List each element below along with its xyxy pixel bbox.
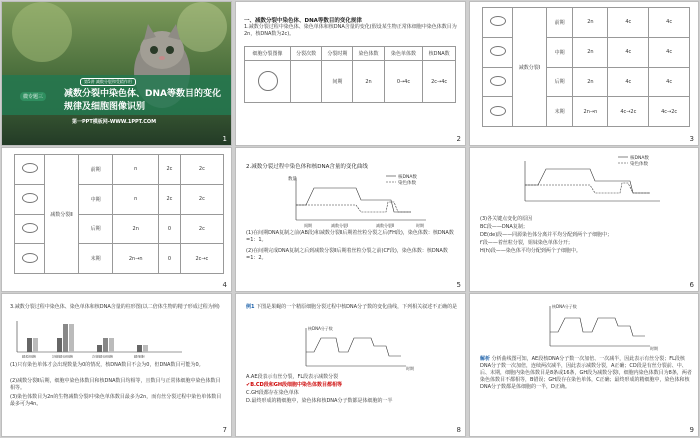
paragraph-1: (1)在间期DNA复制之前(AB段)和减数分裂Ⅱ后期着丝粒分裂之后(FH段)，染色体数：核DNA数=1：1。: [246, 230, 454, 243]
slide-thumbnail-7[interactable]: [1, 293, 232, 437]
table-cell: 2c: [159, 155, 181, 185]
jiexi-label: 解析: [480, 356, 491, 362]
bar-chart: [2, 318, 232, 358]
meiosis-two-table: [14, 154, 224, 274]
slide-title: 减数分裂中染色体、DNA等数目的变化: [64, 89, 221, 99]
cell-division-image: [490, 16, 506, 26]
legend-chromosome: 染色体数: [398, 181, 416, 186]
table-cell: 2n: [353, 61, 384, 103]
option-b[interactable]: [246, 382, 458, 389]
cell-division-image: [22, 223, 38, 233]
x-label-meiosis-2: 减数分裂Ⅱ: [376, 223, 394, 228]
dna-curve: [470, 302, 699, 352]
table-cell: 2n: [573, 8, 608, 38]
table-cell: 0: [159, 244, 181, 274]
table-cell: 2n: [113, 214, 159, 244]
table-cell: 2c: [180, 155, 223, 185]
table-cell: 2c: [180, 214, 223, 244]
table-cell: 2c: [180, 184, 223, 214]
table-cell: 4c→2c: [649, 97, 690, 127]
slide-thumbnail-8[interactable]: [235, 293, 466, 437]
meiosis-one-table: [482, 7, 690, 127]
cell-division-image: [22, 193, 38, 203]
slide-number: 1: [222, 135, 227, 143]
section-heading: 2.减数分裂过程中染色体和核DNA含量的变化曲线: [246, 164, 368, 170]
cell-image: [483, 97, 513, 127]
legend-dna: 核DNA数: [398, 175, 417, 180]
paragraph-2: (2)在间期完成DNA复制之后到减数分裂Ⅱ后期着丝粒分裂之前(CF段)，染色体数：核DNA数=1：2。: [246, 248, 448, 261]
explanation-body: 分析曲线图可知，AE段核DNA分子数一次加倍、一次减半，因此表示有丝分裂；FL段核DNA分子数一次加倍，连续两次减半，因此表示减数分裂，A正确；CD段是有丝分裂前、中、后、末期，细胞内染色体数目是8条或16条，GH段为减数分裂Ⅰ，细胞内染色体数目为8条，两者染色体数目不都相等，B错误；GH段存在染色单体，C正确；最终形成的精细胞中，染色体和核DNA分子数都是体细胞的一半，D正确。: [480, 356, 692, 390]
paragraph-3: (3)染色体数目为2n的生物减数分裂Ⅰ中染色单体数目最多为2n，而有丝分裂过程中染色单体数目最多可为4n。: [10, 394, 222, 407]
header-cell: 核DNA数: [423, 47, 456, 61]
section-heading: 一、减数分裂中染色体、DNA等数目的变化规律: [244, 18, 362, 24]
bar-label-4: 精细胞: [134, 355, 145, 358]
phase-cell: 中期: [547, 37, 573, 67]
question-body: 下图是果蝇的一个精原细胞分裂过程中核DNA分子数的变化曲线，下列相关叙述不正确的是: [256, 304, 458, 310]
slide-thumbnail-1[interactable]: [1, 1, 232, 146]
table-cell: 2c→c: [180, 244, 223, 274]
table-cell: n: [113, 155, 159, 185]
stage-label: 减数分裂Ⅰ: [513, 8, 547, 127]
y-axis-label: 数量: [288, 177, 297, 182]
cell-image: [15, 244, 45, 274]
reason-bc: BC段——DNA复制；: [480, 224, 528, 230]
bar-label-1: 精原细胞: [22, 355, 36, 358]
phase-cell: 末期: [547, 97, 573, 127]
x-axis-label: 时期: [650, 346, 658, 351]
reason-h: H(h)段——染色体平均分配到两个子细胞中。: [480, 248, 581, 254]
cell-image: [15, 214, 45, 244]
phase-cell: 前期: [547, 8, 573, 38]
slide-number: 2: [456, 135, 461, 143]
topic-tag: 微专题三: [20, 92, 46, 101]
y-axis-label: 核DNA分子数: [308, 326, 333, 331]
slide-thumbnail-5[interactable]: [235, 147, 466, 292]
x-label-interphase: 间期: [304, 223, 312, 228]
watermark: 第一PPT模板网-WWW.1PPT.COM: [72, 119, 157, 125]
option-c[interactable]: C.GH段都存在染色单体: [246, 390, 299, 396]
key-points-curve: [470, 153, 699, 213]
table-cell: 2n→n: [573, 97, 608, 127]
slide-number: 6: [689, 281, 694, 289]
reason-f: f′段——着丝粒分裂，姐妹染色单体分开；: [480, 240, 573, 246]
slide-title-line2: 规律及细胞图像识别: [64, 102, 146, 112]
y-axis-label: 核DNA分子数: [552, 304, 577, 309]
table-cell: 4c→2c: [608, 97, 649, 127]
option-a[interactable]: A.AE段表示有丝分裂，FL段表示减数分裂: [246, 374, 339, 380]
phase-cell: 后期: [547, 67, 573, 97]
phase-cell: 末期: [79, 244, 113, 274]
data-table: [244, 46, 456, 103]
reason-heading: (3)各关键点变化的原因: [480, 216, 533, 222]
slide-number: 5: [456, 281, 461, 289]
phase-cell: 中期: [79, 184, 113, 214]
phase-cell: 前期: [79, 155, 113, 185]
slide-thumbnail-9[interactable]: [469, 293, 699, 437]
chromosome-dna-curve: [236, 170, 466, 230]
table-cell: 4c: [608, 67, 649, 97]
paragraph-1: (1)只有染色单体才会出现数量为0的情况，核DNA数目不会为0，但DNA数目可能为0。: [10, 362, 204, 368]
dna-curve: [236, 324, 466, 372]
table-cell: 2n→n: [113, 244, 159, 274]
x-axis-label: 时期: [406, 366, 414, 371]
slide-number: 9: [689, 426, 694, 434]
cell-image: [483, 37, 513, 67]
slide-number: 8: [456, 426, 461, 434]
table-cell: 4c: [649, 8, 690, 38]
table-cell: 2n: [573, 67, 608, 97]
cell-division-image: [490, 46, 506, 56]
section-heading: 3.减数分裂过程中染色体、染色单体和核DNA含量的柱形图(以二倍体生物的精子形成过程为例): [10, 304, 220, 310]
table-cell: 0→4c: [384, 61, 423, 103]
legend-chromosome: 染色体数: [630, 162, 648, 167]
option-d[interactable]: D.最终形成的精细胞中，染色体和核DNA分子数都是体细胞的一半: [246, 398, 393, 404]
option-b-label: B.CD段和GH段细胞中染色体数目都相等: [250, 382, 343, 388]
x-axis-label: 时期: [416, 223, 424, 228]
explanation: [480, 356, 692, 391]
cell-image: [483, 8, 513, 38]
cell-division-image: [22, 163, 38, 173]
bar-label-3: 次级精母细胞: [92, 355, 113, 358]
slide-thumbnail-2[interactable]: [235, 1, 466, 146]
table-cell: 2n: [573, 37, 608, 67]
bar-label-2: 初级精母细胞: [52, 355, 73, 358]
cell-division-image: [258, 71, 278, 91]
cell-division-image: [490, 76, 506, 86]
slide-number: 3: [689, 135, 694, 143]
header-cell: 染色单体数: [384, 47, 423, 61]
cell-image: [245, 61, 291, 103]
phase-cell: 后期: [79, 214, 113, 244]
header-cell: 分裂时期: [322, 47, 353, 61]
table-cell: 0: [159, 214, 181, 244]
table-cell: 间期: [322, 61, 353, 103]
table-cell: 2c→4c: [423, 61, 456, 103]
question-text: [246, 304, 458, 311]
table-cell: 2c: [159, 184, 181, 214]
table-cell: 4c: [608, 37, 649, 67]
slide-number: 7: [222, 426, 227, 434]
cell-image: [15, 155, 45, 185]
table-cell: n: [113, 184, 159, 214]
subtopic-tag: 第5讲 减数分裂和受精作用: [80, 78, 136, 86]
slide-thumbnail-4[interactable]: [1, 147, 232, 292]
slide-number: 4: [222, 281, 227, 289]
example-label: 例1: [246, 304, 255, 310]
cell-image: [483, 67, 513, 97]
header-cell: 染色体数: [353, 47, 384, 61]
table-cell: [291, 61, 322, 103]
cell-image: [15, 184, 45, 214]
cell-division-image: [22, 253, 38, 263]
header-cell: 细胞分裂图像: [245, 47, 291, 61]
stage-label: 减数分裂Ⅱ: [45, 155, 79, 274]
legend-dna: 核DNA数: [630, 156, 649, 161]
x-label-meiosis-1: 减数分裂Ⅰ: [331, 223, 349, 228]
header-cell: 分裂次数: [291, 47, 322, 61]
cell-division-image: [490, 106, 506, 116]
paragraph-2: (2)减数分裂Ⅱ后期，细胞中染色体数目和核DNA数目均相等，且数目与正常体细胞中染色体数目相等。: [10, 378, 221, 391]
slide-thumbnail-6[interactable]: [469, 147, 699, 292]
check-icon: ✔: [246, 382, 251, 388]
table-cell: 4c: [608, 8, 649, 38]
reason-de: DE(de)段——同源染色体分离并平均分配到两个子细胞中；: [480, 232, 613, 238]
slide-thumbnail-3[interactable]: [469, 1, 699, 146]
intro-text: 1.减数分裂过程中染色体、染色单体和核DNA含量的变化(假设某生物正常体细胞中染色体数目为2n，核DNA数为2c)。: [244, 24, 457, 37]
table-cell: 4c: [649, 37, 690, 67]
table-cell: 4c: [649, 67, 690, 97]
